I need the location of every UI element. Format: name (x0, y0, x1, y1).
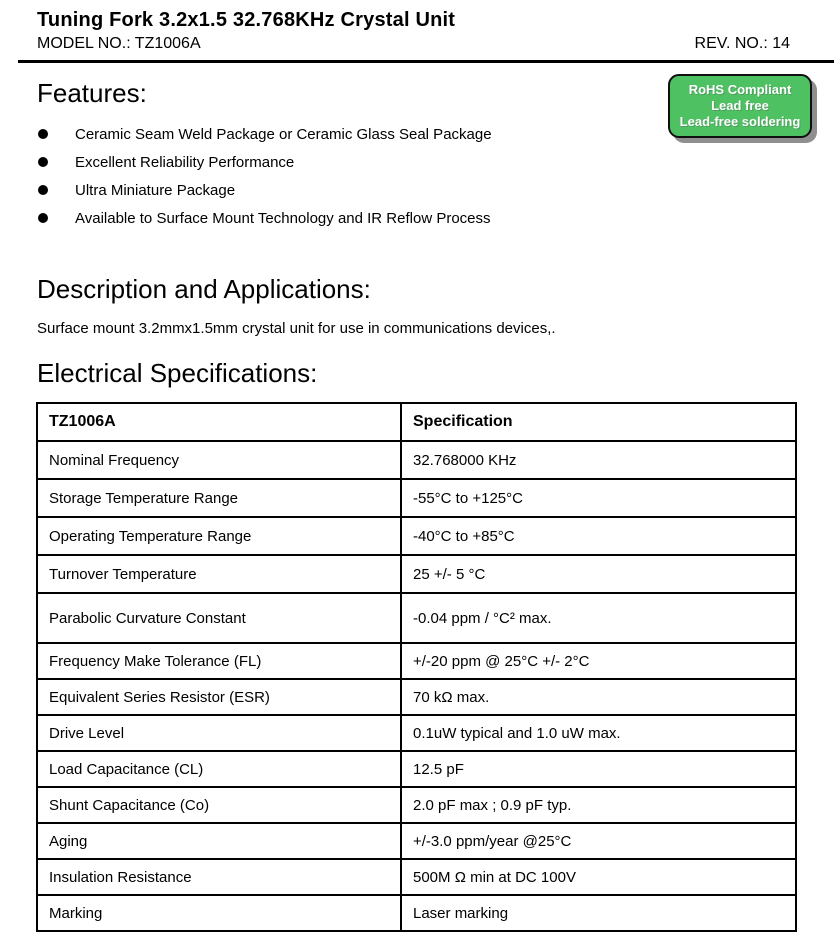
bullet-icon (38, 129, 48, 139)
feature-item (0, 176, 834, 204)
description-text: Surface mount 3.2mmx1.5mm crystal unit for use in communications devices,. (37, 320, 556, 337)
table-row (37, 479, 796, 517)
rohs-badge-line-3: Lead-free soldering (679, 114, 801, 129)
table-row (37, 787, 796, 823)
spec-name-cell: Equivalent Series Resistor (ESR) (37, 679, 401, 715)
document-header (0, 0, 834, 53)
spec-name-cell: Nominal Frequency (37, 441, 401, 479)
spec-name-cell: Drive Level (37, 715, 401, 751)
spec-value-cell: 70 kΩ max. (401, 679, 796, 715)
table-row (37, 859, 796, 895)
spec-value-cell: 500M Ω min at DC 100V (401, 859, 796, 895)
table-row (37, 751, 796, 787)
spec-value-cell: -40°C to +85°C (401, 517, 796, 555)
table-row (37, 823, 796, 859)
feature-text: Available to Surface Mount Technology and IR Reflow Process (75, 209, 491, 227)
spec-value-cell: 2.0 pF max ; 0.9 pF typ. (401, 787, 796, 823)
header-divider (18, 60, 834, 63)
rohs-compliance-badge (668, 74, 812, 138)
spec-name-cell: Parabolic Curvature Constant (37, 593, 401, 643)
column-header-model: TZ1006A (37, 403, 401, 441)
spec-name-cell: Turnover Temperature (37, 555, 401, 593)
spec-value-cell: 0.1uW typical and 1.0 uW max. (401, 715, 796, 751)
bullet-icon (38, 213, 48, 223)
spec-name-cell: Storage Temperature Range (37, 479, 401, 517)
spec-value-cell: 32.768000 KHz (401, 441, 796, 479)
spec-name-cell: Shunt Capacitance (Co) (37, 787, 401, 823)
spec-name-cell: Frequency Make Tolerance (FL) (37, 643, 401, 679)
table-row (37, 593, 796, 643)
model-number: MODEL NO.: TZ1006A (37, 35, 201, 52)
spec-value-cell: -0.04 ppm / °C² max. (401, 593, 796, 643)
feature-item (0, 204, 834, 232)
table-row (37, 895, 796, 931)
spec-value-cell: Laser marking (401, 895, 796, 931)
table-header-row (37, 403, 796, 441)
table-row (37, 441, 796, 479)
spec-value-cell: -55°C to +125°C (401, 479, 796, 517)
table-row (37, 555, 796, 593)
table-row (37, 715, 796, 751)
table-row (37, 679, 796, 715)
spec-name-cell: Aging (37, 823, 401, 859)
bullet-icon (38, 185, 48, 195)
spec-name-cell: Load Capacitance (CL) (37, 751, 401, 787)
spec-name-cell: Marking (37, 895, 401, 931)
feature-item (0, 148, 834, 176)
spec-value-cell: 12.5 pF (401, 751, 796, 787)
feature-text: Excellent Reliability Performance (75, 153, 295, 171)
spec-value-cell: 25 +/- 5 °C (401, 555, 796, 593)
model-revision-row (37, 34, 790, 53)
description-heading: Description and Applications: (37, 274, 371, 304)
revision-number: REV. NO.: 14 (694, 35, 790, 52)
electrical-specs-table (36, 402, 797, 932)
spec-name-cell: Operating Temperature Range (37, 517, 401, 555)
electrical-specs-heading: Electrical Specifications: (37, 358, 318, 388)
table-row (37, 643, 796, 679)
rohs-badge-line-1: RoHS Compliant (688, 82, 792, 97)
feature-text: Ceramic Seam Weld Package or Ceramic Glass Seal Package (75, 125, 492, 143)
spec-value-cell: +/-20 ppm @ 25°C +/- 2°C (401, 643, 796, 679)
feature-text: Ultra Miniature Package (75, 181, 236, 199)
column-header-specification: Specification (401, 403, 796, 441)
spec-name-cell: Insulation Resistance (37, 859, 401, 895)
features-heading: Features: (37, 78, 147, 108)
rohs-badge-line-2: Lead free (711, 98, 769, 113)
document-title: Tuning Fork 3.2x1.5 32.768KHz Crystal Unit (37, 9, 456, 31)
spec-value-cell: +/-3.0 ppm/year @25°C (401, 823, 796, 859)
bullet-icon (38, 157, 48, 167)
table-row (37, 517, 796, 555)
